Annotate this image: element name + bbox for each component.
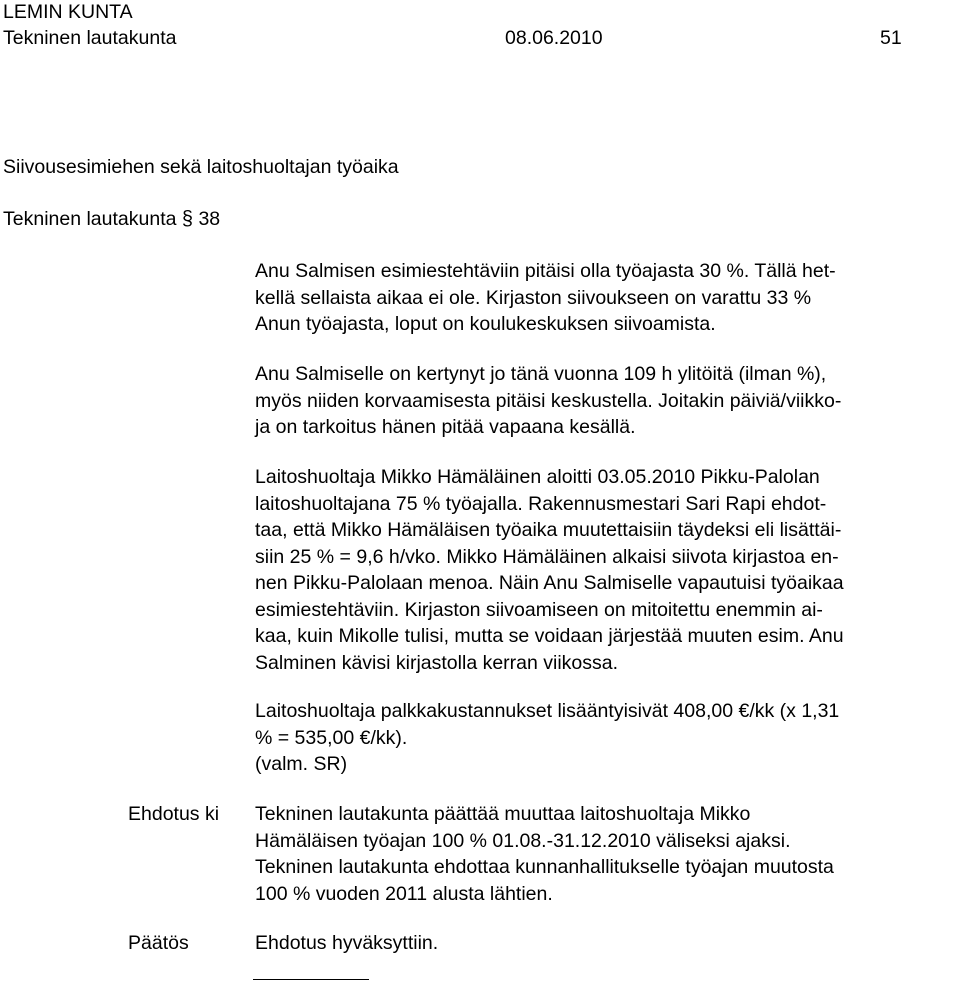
paragraph-line: taa, että Mikko Hämäläisen työaika muutettaisiin täydeksi eli lisättäi- xyxy=(255,519,842,541)
paragraph-line: siin 25 % = 9,6 h/vko. Mikko Hämäläinen alkaisi siivota kirjastoa en- xyxy=(255,545,839,568)
paragraph-line: Tekninen lautakunta ehdottaa kunnanhallitukselle työajan muutosta xyxy=(255,856,834,878)
decision-text xyxy=(255,930,955,957)
section-number: 38 xyxy=(198,208,221,230)
paragraph-line: kaa, kuin Mikolle tulisi, mutta se voidaan järjestää muuten esim. Anu xyxy=(255,625,844,647)
paragraph-line: nen Pikku-Palolaan menoa. Näin Anu Salmiselle vapautuisi työaikaa xyxy=(255,572,844,594)
paragraph-costs xyxy=(255,698,955,778)
paragraph-line: esimiestehtäviin. Kirjaston siivoamiseen on mitoitettu enemmin ai- xyxy=(255,598,823,621)
committee-name: Tekninen lautakunta xyxy=(3,27,177,49)
paragraph-supervisor-duties xyxy=(255,258,955,338)
paragraph-line: Anu Salmiselle on kertynyt jo tänä vuonna 109 h ylitöitä (ilman %), xyxy=(255,363,827,385)
paragraph-line: Anu Salmisen esimiestehtäviin pitäisi olla työajasta 30 %. Tällä het- xyxy=(255,260,836,282)
signature-rule xyxy=(253,979,369,980)
paragraph-line: kellä sellaista aikaa ei ole. Kirjaston siivoukseen on varattu 33 % xyxy=(255,286,812,309)
paragraph-line: Anun työajasta, loput on koulukeskuksen siivoamista. xyxy=(255,313,716,335)
paragraph-line: Tekninen lautakunta päättää muuttaa laitoshuoltaja Mikko xyxy=(255,803,751,825)
paragraph-line: 100 % vuoden 2011 alusta lähtien. xyxy=(255,882,553,905)
paragraph-line: Ehdotus hyväksyttiin. xyxy=(255,932,439,954)
reference-committee: Tekninen lautakunta xyxy=(3,208,177,230)
paragraph-line: Laitoshuoltaja palkkakustannukset lisääntyisivät 408,00 €/kk (x 1,31 xyxy=(255,700,840,722)
organization-name: LEMIN KUNTA xyxy=(3,1,133,23)
paragraph-line: Laitoshuoltaja Mikko Hämäläinen aloitti 03.05.2010 Pikku-Palolan xyxy=(255,466,820,488)
proposal-label: Ehdotus ki xyxy=(128,803,220,825)
meeting-date: 08.06.2010 xyxy=(505,27,603,49)
item-title: Siivousesimiehen sekä laitoshuoltajan työaika xyxy=(3,156,399,178)
proposal-text xyxy=(255,801,955,907)
item-reference xyxy=(3,207,220,231)
paragraph-line: myös niiden korvaamisesta pitäisi keskustella. Joitakin päiviä/viikko- xyxy=(255,389,842,412)
paragraph-line: Salminen kävisi kirjastolla kerran viikossa. xyxy=(255,651,619,674)
paragraph-staffing-change xyxy=(255,464,955,676)
paragraph-line: ja on tarkoitus hänen pitää vapaana kesällä. xyxy=(255,416,636,438)
page-number: 51 xyxy=(880,27,902,49)
paragraph-line: laitoshuoltajana 75 % työajalla. Rakennusmestari Sari Rapi ehdot- xyxy=(255,492,827,515)
section-symbol: § xyxy=(181,208,194,230)
preparer-note: (valm. SR) xyxy=(255,753,348,775)
paragraph-line: % = 535,00 €/kk). xyxy=(255,726,408,749)
decision-label: Päätös xyxy=(128,932,189,954)
paragraph-overtime xyxy=(255,361,955,441)
paragraph-line: Hämäläisen työajan 100 % 01.08.-31.12.2010 väliseksi ajaksi. xyxy=(255,829,791,852)
